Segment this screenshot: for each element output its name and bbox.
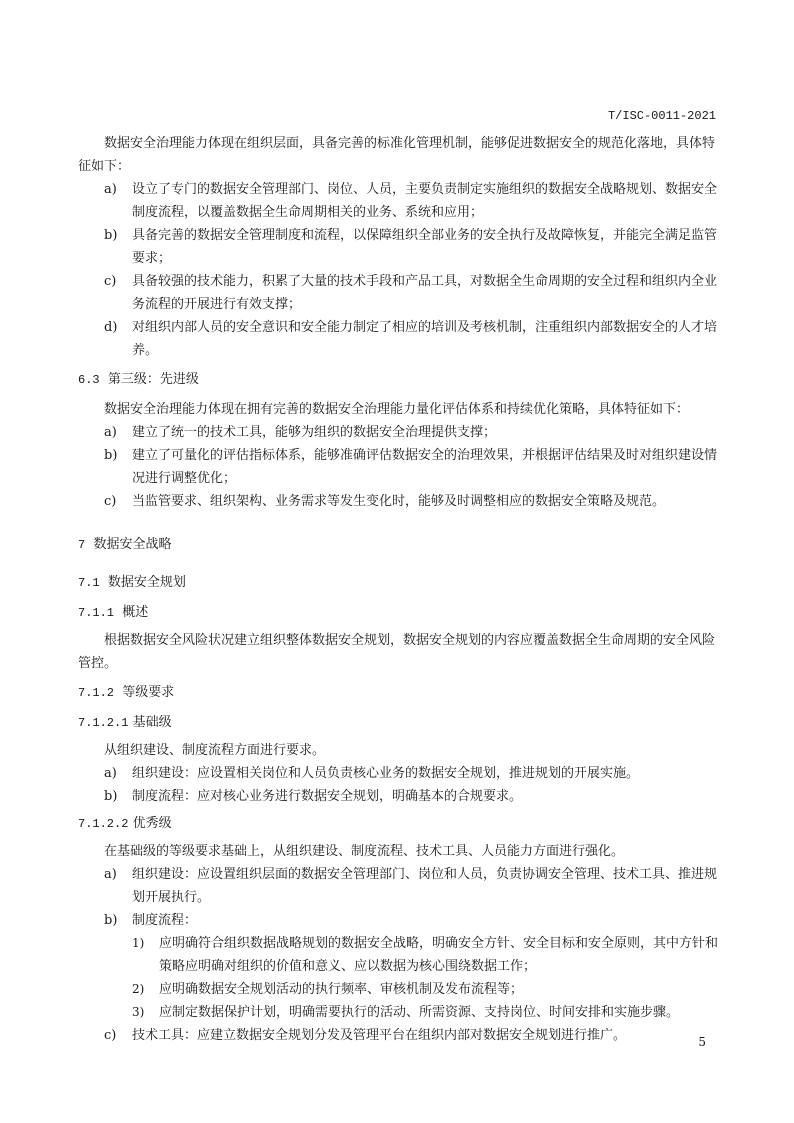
list-item bbox=[78, 863, 718, 909]
list-text: 当监管要求、组织架构、业务需求等发生变化时，能够及时调整相应的数据安全策略及规范。 bbox=[132, 494, 666, 509]
list-text: 技术工具：应建立数据安全规划分发及管理平台在组织内部对数据安全规划进行推广。 bbox=[132, 1028, 627, 1043]
list-label: c) bbox=[104, 1028, 117, 1043]
section-paragraph: 从组织建设、制度流程方面进行要求。 bbox=[104, 743, 326, 758]
section-number: 7.1.2.2 bbox=[78, 817, 129, 831]
list-label: b) bbox=[104, 913, 118, 928]
list-label: d) bbox=[104, 320, 118, 335]
list-text: 制度流程：应对核心业务进行数据安全规划，明确基本的合规要求。 bbox=[132, 789, 523, 804]
list-item bbox=[78, 1024, 718, 1047]
section-title: 基础级 bbox=[132, 715, 172, 730]
section-heading-7-1-2 bbox=[78, 681, 718, 705]
list-item bbox=[78, 270, 718, 316]
section-title: 优秀级 bbox=[132, 816, 172, 831]
document-id: T/ISC-0011-2021 bbox=[607, 109, 716, 123]
list-label: b) bbox=[104, 448, 118, 463]
list-text: 组织建设：应设置相关岗位和人员负责核心业务的数据安全规划，推进规划的开展实施。 bbox=[132, 766, 640, 781]
list-item bbox=[78, 178, 718, 224]
sub-list-label: 2) bbox=[132, 982, 145, 996]
sub-list-text: 应明确数据安全规划活动的执行频率、审核机制及发布流程等； bbox=[159, 982, 524, 997]
page-number: 5 bbox=[698, 1035, 706, 1049]
list-text: 组织建设：应设置组织层面的数据安全管理部门、岗位和人员，负责协调安全管理、技术工具、推进规划开展执行。 bbox=[132, 867, 718, 905]
section-number: 7.1 bbox=[78, 576, 100, 590]
list-text: 设立了专门的数据安全管理部门、岗位、人员，主要负责制定实施组织的数据安全战略规划、数据安全制度流程，以覆盖数据全生命周期相关的业务、系统和应用； bbox=[132, 182, 718, 220]
list-item bbox=[78, 490, 718, 513]
list-label: b) bbox=[104, 789, 118, 804]
sub-list-text: 应明确符合组织数据战略规划的数据安全战略，明确安全方针、安全目标和安全原则，其中方针和策略应明确对组织的价值和意义、应以数据为核心围绕数据工作； bbox=[159, 936, 719, 974]
section-heading-7-1-2-1 bbox=[78, 711, 718, 735]
list-text: 制度流程： bbox=[132, 913, 198, 928]
section-paragraph: 根据数据安全风险状况建立组织整体数据安全规划，数据安全规划的内容应覆盖数据全生命周期的安全风险管控。 bbox=[78, 633, 716, 671]
section-number: 7.1.2 bbox=[78, 686, 115, 700]
list-text: 具备较强的技术能力，积累了大量的技术手段和产品工具，对数据全生命周期的安全过程和组织内全业务流程的开展进行有效支撑； bbox=[132, 274, 718, 312]
section-number: 6.3 bbox=[78, 373, 100, 387]
section-paragraph: 在基础级的等级要求基础上，从组织建设、制度流程、技术工具、人员能力方面进行强化。 bbox=[104, 844, 625, 859]
list-item bbox=[78, 444, 718, 490]
sub-list-item bbox=[132, 932, 718, 978]
intro-paragraph: 数据安全治理能力体现在组织层面，具备完善的标准化管理机制，能够促进数据安全的规范化落地，具体特征如下： bbox=[78, 136, 716, 174]
list-label: a) bbox=[104, 425, 117, 440]
section-title: 数据安全战略 bbox=[93, 537, 172, 552]
list-label: b) bbox=[104, 228, 118, 243]
list-label: c) bbox=[104, 494, 117, 509]
list-label: c) bbox=[104, 274, 117, 289]
list-label: a) bbox=[104, 766, 117, 781]
sub-list-label: 1) bbox=[132, 936, 145, 950]
list-text: 建立了可量化的评估指标体系，能够准确评估数据安全的治理效果，并根据评估结果及时对组织建设情况进行调整优化； bbox=[132, 448, 718, 486]
list-item bbox=[78, 909, 718, 932]
sub-list-item bbox=[132, 978, 718, 1001]
list-text: 建立了统一的技术工具，能够为组织的数据安全治理提供支撑； bbox=[132, 425, 497, 440]
section-title: 数据安全规划 bbox=[107, 575, 186, 590]
list-item bbox=[78, 421, 718, 444]
section-title: 概述 bbox=[122, 605, 149, 620]
list-item bbox=[78, 762, 718, 785]
list-text: 具备完善的数据安全管理制度和流程，以保障组织全部业务的安全执行及故障恢复，并能完全满足监管要求； bbox=[132, 228, 718, 266]
page-content bbox=[78, 132, 718, 1047]
section-paragraph: 数据安全治理能力体现在拥有完善的数据安全治理能力量化评估体系和持续优化策略，具体特征如下： bbox=[104, 402, 690, 417]
list-label: a) bbox=[104, 867, 117, 882]
section-heading-7-1 bbox=[78, 571, 718, 595]
section-number: 7 bbox=[78, 538, 86, 552]
list-item bbox=[78, 224, 718, 270]
section-number: 7.1.1 bbox=[78, 606, 115, 620]
section-title: 等级要求 bbox=[122, 685, 175, 700]
sub-list-label: 3) bbox=[132, 1005, 145, 1019]
section-heading-7 bbox=[78, 533, 718, 557]
list-item bbox=[78, 785, 718, 808]
section-heading-6-3 bbox=[78, 368, 718, 392]
section-heading-7-1-2-2 bbox=[78, 812, 718, 836]
list-label: a) bbox=[104, 182, 117, 197]
section-number: 7.1.2.1 bbox=[78, 716, 129, 730]
sub-list-item bbox=[132, 1001, 718, 1024]
section-title: 第三级：先进级 bbox=[107, 372, 199, 387]
list-item bbox=[78, 316, 718, 362]
section-heading-7-1-1 bbox=[78, 601, 718, 625]
list-text: 对组织内部人员的安全意识和安全能力制定了相应的培训及考核机制，注重组织内部数据安全的人才培养。 bbox=[132, 320, 718, 358]
sub-list-text: 应制定数据保护计划，明确需要执行的活动、所需资源、支持岗位、时间安排和实施步骤。 bbox=[159, 1005, 680, 1020]
